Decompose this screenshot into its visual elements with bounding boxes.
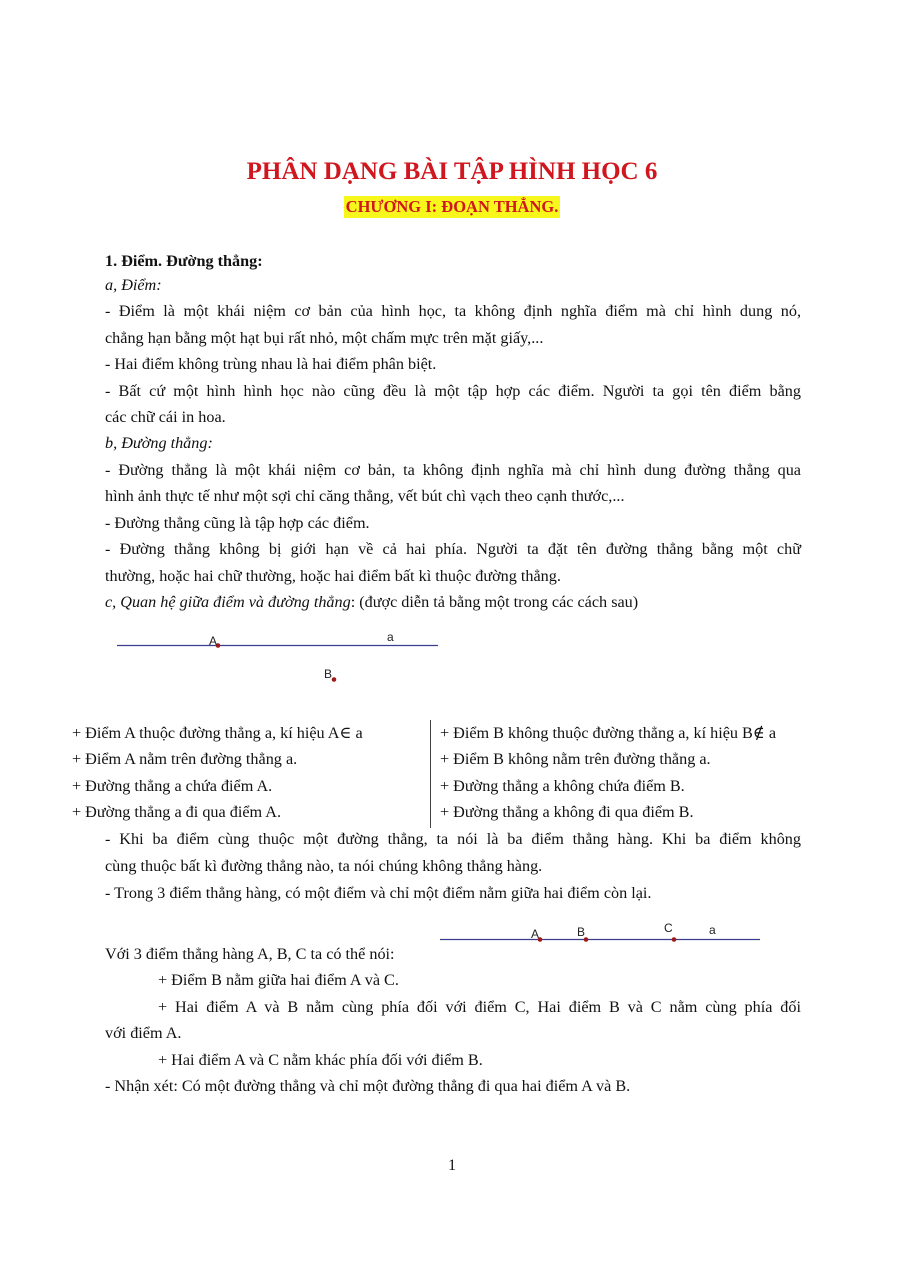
relation-right: + Điểm B không thuộc đường thẳng a, kí hiệu B∉ a xyxy=(440,724,777,742)
point-b-label: B xyxy=(324,667,333,681)
relation-right: + Đường thẳng a không chứa điểm B. xyxy=(440,777,685,795)
paragraph-line: - Khi ba điểm cùng thuộc một đường thẳng, ta nói là ba điểm thẳng hàng. Khi ba điểm không xyxy=(105,830,801,848)
relation-left: + Điểm A nằm trên đường thẳng a. xyxy=(72,750,298,768)
section-heading: 1. Điểm. Đường thẳng: xyxy=(105,252,263,270)
relation-right: + Đường thẳng a không đi qua điểm B. xyxy=(440,803,694,821)
point-c-label: C xyxy=(664,921,673,935)
paragraph-line: hình ảnh thực tế như một sợi chỉ căng thẳng, vết bút chì vạch theo cạnh thước,... xyxy=(105,487,625,505)
relation-heading-suffix: : (được diễn tả bằng một trong các cách sau) xyxy=(350,593,639,611)
bullet-line: + Hai điểm A và C nằm khác phía đối với điểm B. xyxy=(158,1051,483,1069)
relation-left: + Đường thẳng a chứa điểm A. xyxy=(72,777,273,795)
paragraph-line: - Bất cứ một hình hình học nào cũng đều là một tập hợp các điểm. Người ta gọi tên điểm bằng xyxy=(105,382,801,400)
paragraph-line: - Đường thẳng là một khái niệm cơ bản, ta không định nghĩa mà chỉ hình dung đường thẳng qua xyxy=(105,461,801,479)
paragraph-line: thường, hoặc hai chữ thường, hoặc hai điểm bất kì thuộc đường thẳng. xyxy=(105,567,561,585)
point-c-dot xyxy=(672,937,677,942)
paragraph-line: - Trong 3 điểm thẳng hàng, có một điểm và chỉ một điểm nằm giữa hai điểm còn lại. xyxy=(105,884,652,902)
remark-line: - Nhận xét: Có một đường thẳng và chỉ một đường thẳng đi qua hai điểm A và B. xyxy=(105,1077,631,1095)
chapter-heading: CHƯƠNG I: ĐOẠN THẲNG. xyxy=(345,197,559,216)
paragraph-line: - Điểm là một khái niệm cơ bản của hình học, ta không định nghĩa điểm mà chỉ hình dung nó, xyxy=(105,302,801,320)
line-a-label: a xyxy=(387,630,394,644)
line-a-label: a xyxy=(709,923,716,937)
bullet-line: với điểm A. xyxy=(105,1024,182,1042)
point-a-label: A xyxy=(531,927,540,941)
subheading-point: a, Điểm: xyxy=(105,276,162,294)
paragraph-line: các chữ cái in hoa. xyxy=(105,408,226,426)
paragraph-line: Với 3 điểm thẳng hàng A, B, C ta có thể nói: xyxy=(105,945,395,963)
relation-right: + Điểm B không nằm trên đường thẳng a. xyxy=(440,750,711,768)
subheading-line: b, Đường thẳng: xyxy=(105,434,213,452)
relation-left: + Đường thẳng a đi qua điểm A. xyxy=(72,803,281,821)
paragraph-line: - Đường thẳng cũng là tập hợp các điểm. xyxy=(105,514,370,532)
page-number: 1 xyxy=(447,1156,457,1174)
bullet-line: + Điểm B nằm giữa hai điểm A và C. xyxy=(158,971,399,989)
paragraph-line: - Đường thẳng không bị giới hạn về cả hai phía. Người ta đặt tên đường thẳng bằng một chữ xyxy=(105,540,801,558)
point-a-label: A xyxy=(209,634,218,648)
relation-heading: c, Quan hệ giữa điểm và đường thẳng xyxy=(105,593,351,611)
paragraph-line: cùng thuộc bất kì đường thẳng nào, ta nói chúng không thẳng hàng. xyxy=(105,857,543,875)
paragraph-line: - Hai điểm không trùng nhau là hai điểm phân biệt. xyxy=(105,355,437,373)
paragraph-line: chẳng hạn bằng một hạt bụi rất nhỏ, một chấm mực trên mặt giấy,... xyxy=(105,329,544,347)
bullet-line: + Hai điểm A và B nằm cùng phía đối với điểm C, Hai điểm B và C nằm cùng phía đối xyxy=(158,998,801,1016)
relation-left: + Điểm A thuộc đường thẳng a, kí hiệu A∈ a xyxy=(72,724,363,742)
page-title: PHÂN DẠNG BÀI TẬP HÌNH HỌC 6 xyxy=(246,158,658,185)
point-b-label: B xyxy=(577,925,586,939)
